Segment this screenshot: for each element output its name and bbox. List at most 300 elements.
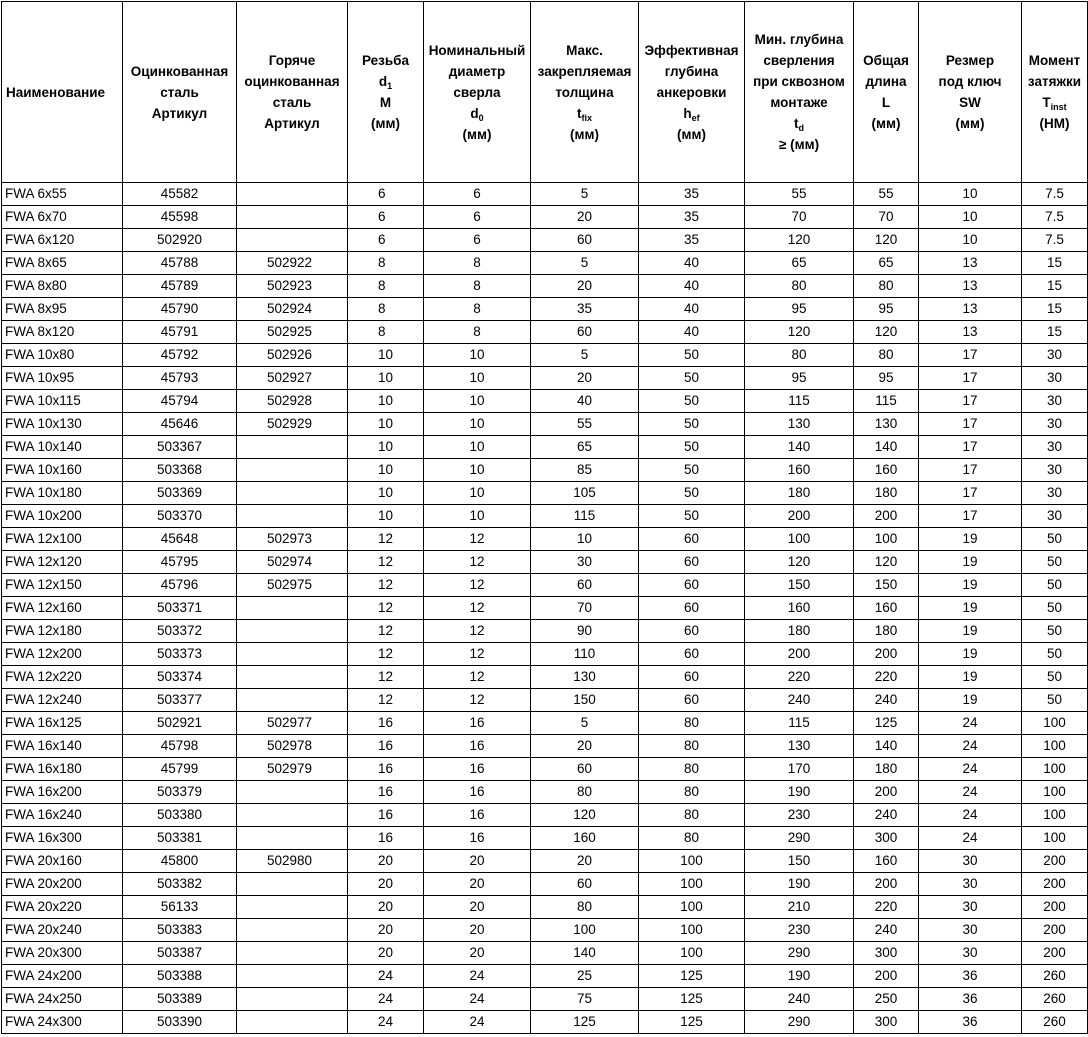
- cell-hot-dip-article: [237, 804, 348, 827]
- cell-min-drill-depth: 80: [745, 275, 854, 298]
- cell-total-length: 180: [854, 482, 919, 505]
- cell-thread: 16: [348, 781, 424, 804]
- cell-total-length: 220: [854, 896, 919, 919]
- table-row: [2, 781, 1088, 804]
- header-total-length: Общая длина L (мм): [854, 2, 919, 183]
- cell-wrench-size: 17: [919, 390, 1022, 413]
- cell-max-fixture-thickness: 125: [531, 1011, 639, 1034]
- cell-max-fixture-thickness: 60: [531, 758, 639, 781]
- cell-effective-depth: 60: [639, 620, 745, 643]
- cell-max-fixture-thickness: 80: [531, 896, 639, 919]
- cell-galvanized-article: 45798: [123, 735, 237, 758]
- cell-effective-depth: 50: [639, 436, 745, 459]
- cell-total-length: 200: [854, 781, 919, 804]
- cell-galvanized-article: 503382: [123, 873, 237, 896]
- cell-hot-dip-article: 502924: [237, 298, 348, 321]
- cell-thread: 20: [348, 873, 424, 896]
- cell-max-fixture-thickness: 105: [531, 482, 639, 505]
- cell-total-length: 220: [854, 666, 919, 689]
- cell-thread: 10: [348, 482, 424, 505]
- cell-effective-depth: 100: [639, 942, 745, 965]
- cell-name: FWA 16x180: [2, 758, 123, 781]
- cell-wrench-size: 19: [919, 528, 1022, 551]
- cell-hot-dip-article: [237, 459, 348, 482]
- table-row: [2, 873, 1088, 896]
- cell-wrench-size: 30: [919, 850, 1022, 873]
- cell-hot-dip-article: 502975: [237, 574, 348, 597]
- cell-name: FWA 8x95: [2, 298, 123, 321]
- table-row: [2, 620, 1088, 643]
- cell-max-fixture-thickness: 150: [531, 689, 639, 712]
- cell-hot-dip-article: [237, 183, 348, 206]
- table-row: [2, 735, 1088, 758]
- cell-thread: 16: [348, 758, 424, 781]
- cell-drill-diameter: 12: [424, 689, 531, 712]
- cell-max-fixture-thickness: 160: [531, 827, 639, 850]
- table-row: [2, 827, 1088, 850]
- cell-name: FWA 10x80: [2, 344, 123, 367]
- cell-torque: 260: [1022, 988, 1088, 1011]
- cell-effective-depth: 40: [639, 321, 745, 344]
- cell-drill-diameter: 6: [424, 183, 531, 206]
- cell-total-length: 150: [854, 574, 919, 597]
- cell-min-drill-depth: 55: [745, 183, 854, 206]
- cell-thread: 12: [348, 643, 424, 666]
- cell-name: FWA 6x70: [2, 206, 123, 229]
- table-row: [2, 275, 1088, 298]
- cell-galvanized-article: 503371: [123, 597, 237, 620]
- cell-wrench-size: 36: [919, 988, 1022, 1011]
- cell-wrench-size: 19: [919, 597, 1022, 620]
- cell-effective-depth: 35: [639, 206, 745, 229]
- cell-total-length: 240: [854, 919, 919, 942]
- cell-torque: 7.5: [1022, 229, 1088, 252]
- cell-torque: 30: [1022, 367, 1088, 390]
- cell-min-drill-depth: 180: [745, 620, 854, 643]
- cell-total-length: 200: [854, 505, 919, 528]
- cell-max-fixture-thickness: 70: [531, 597, 639, 620]
- cell-hot-dip-article: [237, 206, 348, 229]
- cell-min-drill-depth: 130: [745, 735, 854, 758]
- cell-name: FWA 12x180: [2, 620, 123, 643]
- cell-drill-diameter: 8: [424, 275, 531, 298]
- cell-wrench-size: 24: [919, 758, 1022, 781]
- cell-name: FWA 12x100: [2, 528, 123, 551]
- cell-hot-dip-article: [237, 689, 348, 712]
- cell-drill-diameter: 10: [424, 390, 531, 413]
- header-max-fixture-thickness: Макс. закрепляемая толщина $t_{fix}$ (мм): [531, 2, 639, 183]
- table-row: [2, 321, 1088, 344]
- cell-min-drill-depth: 220: [745, 666, 854, 689]
- header-name: Наименование: [2, 2, 123, 183]
- cell-galvanized-article: 45793: [123, 367, 237, 390]
- table-row: [2, 850, 1088, 873]
- header-row: [2, 2, 1088, 183]
- cell-galvanized-article: 45796: [123, 574, 237, 597]
- cell-wrench-size: 19: [919, 574, 1022, 597]
- cell-max-fixture-thickness: 90: [531, 620, 639, 643]
- cell-drill-diameter: 10: [424, 413, 531, 436]
- cell-max-fixture-thickness: 85: [531, 459, 639, 482]
- cell-wrench-size: 24: [919, 804, 1022, 827]
- cell-galvanized-article: 502921: [123, 712, 237, 735]
- cell-thread: 20: [348, 919, 424, 942]
- cell-max-fixture-thickness: 5: [531, 344, 639, 367]
- cell-thread: 10: [348, 390, 424, 413]
- header-min-drill-depth: Мин. глубина сверления при сквозном монтаже $t_d$ ≥ (мм): [745, 2, 854, 183]
- cell-drill-diameter: 12: [424, 666, 531, 689]
- cell-max-fixture-thickness: 10: [531, 528, 639, 551]
- table-row: [2, 689, 1088, 712]
- cell-hot-dip-article: [237, 436, 348, 459]
- table-row: [2, 436, 1088, 459]
- table-row: [2, 252, 1088, 275]
- cell-name: FWA 12x240: [2, 689, 123, 712]
- cell-thread: 12: [348, 597, 424, 620]
- cell-hot-dip-article: [237, 666, 348, 689]
- cell-torque: 30: [1022, 459, 1088, 482]
- cell-min-drill-depth: 150: [745, 574, 854, 597]
- cell-total-length: 300: [854, 827, 919, 850]
- cell-max-fixture-thickness: 20: [531, 367, 639, 390]
- cell-galvanized-article: 502920: [123, 229, 237, 252]
- cell-name: FWA 16x240: [2, 804, 123, 827]
- cell-min-drill-depth: 115: [745, 712, 854, 735]
- cell-galvanized-article: 503380: [123, 804, 237, 827]
- cell-drill-diameter: 16: [424, 804, 531, 827]
- cell-min-drill-depth: 130: [745, 413, 854, 436]
- cell-galvanized-article: 503377: [123, 689, 237, 712]
- cell-galvanized-article: 45792: [123, 344, 237, 367]
- cell-wrench-size: 24: [919, 712, 1022, 735]
- cell-name: FWA 10x180: [2, 482, 123, 505]
- cell-hot-dip-article: 502929: [237, 413, 348, 436]
- cell-hot-dip-article: [237, 827, 348, 850]
- cell-min-drill-depth: 120: [745, 229, 854, 252]
- cell-thread: 12: [348, 528, 424, 551]
- cell-min-drill-depth: 230: [745, 919, 854, 942]
- cell-drill-diameter: 8: [424, 321, 531, 344]
- cell-drill-diameter: 10: [424, 367, 531, 390]
- cell-max-fixture-thickness: 30: [531, 551, 639, 574]
- cell-total-length: 55: [854, 183, 919, 206]
- cell-hot-dip-article: 502922: [237, 252, 348, 275]
- cell-galvanized-article: 503387: [123, 942, 237, 965]
- cell-total-length: 160: [854, 597, 919, 620]
- cell-effective-depth: 60: [639, 597, 745, 620]
- cell-drill-diameter: 24: [424, 1011, 531, 1034]
- cell-thread: 16: [348, 712, 424, 735]
- cell-drill-diameter: 12: [424, 574, 531, 597]
- table-row: [2, 551, 1088, 574]
- cell-galvanized-article: 503379: [123, 781, 237, 804]
- table-row: [2, 896, 1088, 919]
- cell-min-drill-depth: 160: [745, 597, 854, 620]
- cell-total-length: 300: [854, 942, 919, 965]
- table-row: [2, 574, 1088, 597]
- cell-min-drill-depth: 100: [745, 528, 854, 551]
- cell-torque: 200: [1022, 919, 1088, 942]
- cell-hot-dip-article: 502925: [237, 321, 348, 344]
- cell-drill-diameter: 20: [424, 919, 531, 942]
- cell-total-length: 80: [854, 344, 919, 367]
- header-effective-depth: Эффективная глубина анкеровки $h_{ef}$ (мм): [639, 2, 745, 183]
- cell-drill-diameter: 12: [424, 597, 531, 620]
- cell-torque: 15: [1022, 298, 1088, 321]
- cell-total-length: 160: [854, 459, 919, 482]
- cell-effective-depth: 60: [639, 551, 745, 574]
- cell-name: FWA 8x65: [2, 252, 123, 275]
- cell-hot-dip-article: 502928: [237, 390, 348, 413]
- cell-wrench-size: 30: [919, 942, 1022, 965]
- cell-galvanized-article: 45790: [123, 298, 237, 321]
- cell-effective-depth: 80: [639, 781, 745, 804]
- cell-galvanized-article: 503369: [123, 482, 237, 505]
- cell-thread: 6: [348, 229, 424, 252]
- cell-thread: 12: [348, 620, 424, 643]
- cell-torque: 100: [1022, 804, 1088, 827]
- cell-thread: 10: [348, 436, 424, 459]
- cell-thread: 8: [348, 275, 424, 298]
- cell-wrench-size: 30: [919, 873, 1022, 896]
- cell-galvanized-article: 503374: [123, 666, 237, 689]
- table-row: [2, 804, 1088, 827]
- table-row: [2, 942, 1088, 965]
- cell-min-drill-depth: 210: [745, 896, 854, 919]
- cell-hot-dip-article: [237, 942, 348, 965]
- cell-torque: 200: [1022, 896, 1088, 919]
- cell-name: FWA 10x115: [2, 390, 123, 413]
- cell-max-fixture-thickness: 60: [531, 574, 639, 597]
- cell-hot-dip-article: 502973: [237, 528, 348, 551]
- cell-thread: 12: [348, 666, 424, 689]
- cell-galvanized-article: 503373: [123, 643, 237, 666]
- cell-hot-dip-article: [237, 873, 348, 896]
- cell-total-length: 80: [854, 275, 919, 298]
- cell-galvanized-article: 45648: [123, 528, 237, 551]
- cell-wrench-size: 10: [919, 206, 1022, 229]
- cell-min-drill-depth: 290: [745, 827, 854, 850]
- cell-torque: 260: [1022, 1011, 1088, 1034]
- cell-max-fixture-thickness: 20: [531, 206, 639, 229]
- cell-hot-dip-article: 502978: [237, 735, 348, 758]
- cell-thread: 24: [348, 1011, 424, 1034]
- cell-drill-diameter: 16: [424, 827, 531, 850]
- table-row: [2, 965, 1088, 988]
- cell-min-drill-depth: 240: [745, 988, 854, 1011]
- cell-hot-dip-article: 502923: [237, 275, 348, 298]
- cell-max-fixture-thickness: 60: [531, 321, 639, 344]
- cell-max-fixture-thickness: 60: [531, 229, 639, 252]
- cell-drill-diameter: 10: [424, 459, 531, 482]
- cell-total-length: 115: [854, 390, 919, 413]
- cell-drill-diameter: 16: [424, 758, 531, 781]
- cell-hot-dip-article: 502927: [237, 367, 348, 390]
- table-row: [2, 367, 1088, 390]
- cell-hot-dip-article: [237, 988, 348, 1011]
- cell-drill-diameter: 20: [424, 850, 531, 873]
- cell-effective-depth: 80: [639, 827, 745, 850]
- cell-thread: 12: [348, 551, 424, 574]
- cell-galvanized-article: 503372: [123, 620, 237, 643]
- cell-min-drill-depth: 290: [745, 942, 854, 965]
- cell-effective-depth: 50: [639, 505, 745, 528]
- cell-total-length: 120: [854, 229, 919, 252]
- cell-max-fixture-thickness: 60: [531, 873, 639, 896]
- cell-torque: 30: [1022, 413, 1088, 436]
- cell-drill-diameter: 20: [424, 873, 531, 896]
- cell-total-length: 70: [854, 206, 919, 229]
- cell-name: FWA 24x200: [2, 965, 123, 988]
- cell-drill-diameter: 24: [424, 988, 531, 1011]
- cell-wrench-size: 17: [919, 459, 1022, 482]
- cell-max-fixture-thickness: 20: [531, 275, 639, 298]
- cell-drill-diameter: 20: [424, 896, 531, 919]
- header-wrench-size: Резмер под ключ SW (мм): [919, 2, 1022, 183]
- cell-max-fixture-thickness: 120: [531, 804, 639, 827]
- header-galvanized-article: Оцинкованная сталь Артикул: [123, 2, 237, 183]
- table-row: [2, 666, 1088, 689]
- cell-wrench-size: 19: [919, 620, 1022, 643]
- cell-wrench-size: 17: [919, 505, 1022, 528]
- cell-thread: 6: [348, 183, 424, 206]
- cell-min-drill-depth: 70: [745, 206, 854, 229]
- cell-torque: 50: [1022, 620, 1088, 643]
- cell-total-length: 250: [854, 988, 919, 1011]
- table-header: [2, 2, 1088, 183]
- cell-effective-depth: 80: [639, 804, 745, 827]
- cell-galvanized-article: 45794: [123, 390, 237, 413]
- table-row: [2, 1011, 1088, 1034]
- cell-effective-depth: 50: [639, 459, 745, 482]
- cell-effective-depth: 125: [639, 988, 745, 1011]
- anchor-spec-table: [1, 1, 1088, 1034]
- cell-effective-depth: 100: [639, 873, 745, 896]
- cell-effective-depth: 35: [639, 229, 745, 252]
- cell-wrench-size: 36: [919, 965, 1022, 988]
- table-row: [2, 758, 1088, 781]
- cell-total-length: 160: [854, 850, 919, 873]
- table-row: [2, 597, 1088, 620]
- cell-min-drill-depth: 95: [745, 298, 854, 321]
- cell-effective-depth: 80: [639, 735, 745, 758]
- cell-effective-depth: 50: [639, 344, 745, 367]
- cell-galvanized-article: 45598: [123, 206, 237, 229]
- table-row: [2, 459, 1088, 482]
- cell-total-length: 120: [854, 551, 919, 574]
- cell-torque: 50: [1022, 689, 1088, 712]
- cell-name: FWA 6x120: [2, 229, 123, 252]
- header-drill-diameter: Номинальный диаметр сверла $d_0$ (мм): [424, 2, 531, 183]
- cell-torque: 100: [1022, 781, 1088, 804]
- cell-min-drill-depth: 200: [745, 505, 854, 528]
- cell-drill-diameter: 10: [424, 505, 531, 528]
- cell-torque: 15: [1022, 252, 1088, 275]
- cell-name: FWA 20x300: [2, 942, 123, 965]
- cell-name: FWA 10x95: [2, 367, 123, 390]
- cell-thread: 16: [348, 804, 424, 827]
- cell-thread: 24: [348, 988, 424, 1011]
- cell-name: FWA 12x120: [2, 551, 123, 574]
- cell-wrench-size: 17: [919, 482, 1022, 505]
- cell-effective-depth: 60: [639, 643, 745, 666]
- cell-galvanized-article: 503389: [123, 988, 237, 1011]
- cell-wrench-size: 17: [919, 344, 1022, 367]
- cell-min-drill-depth: 190: [745, 873, 854, 896]
- cell-max-fixture-thickness: 35: [531, 298, 639, 321]
- cell-drill-diameter: 10: [424, 344, 531, 367]
- cell-max-fixture-thickness: 140: [531, 942, 639, 965]
- table-row: [2, 344, 1088, 367]
- cell-wrench-size: 36: [919, 1011, 1022, 1034]
- cell-drill-diameter: 16: [424, 712, 531, 735]
- cell-hot-dip-article: [237, 597, 348, 620]
- cell-wrench-size: 30: [919, 896, 1022, 919]
- cell-min-drill-depth: 180: [745, 482, 854, 505]
- cell-torque: 100: [1022, 712, 1088, 735]
- cell-thread: 8: [348, 321, 424, 344]
- cell-name: FWA 24x250: [2, 988, 123, 1011]
- table-row: [2, 482, 1088, 505]
- cell-thread: 10: [348, 344, 424, 367]
- cell-max-fixture-thickness: 25: [531, 965, 639, 988]
- cell-wrench-size: 24: [919, 827, 1022, 850]
- cell-hot-dip-article: [237, 919, 348, 942]
- cell-galvanized-article: 45788: [123, 252, 237, 275]
- cell-total-length: 240: [854, 689, 919, 712]
- cell-torque: 50: [1022, 597, 1088, 620]
- cell-name: FWA 10x160: [2, 459, 123, 482]
- cell-hot-dip-article: 502980: [237, 850, 348, 873]
- cell-wrench-size: 19: [919, 551, 1022, 574]
- table-row: [2, 528, 1088, 551]
- cell-name: FWA 10x140: [2, 436, 123, 459]
- cell-hot-dip-article: [237, 781, 348, 804]
- cell-max-fixture-thickness: 20: [531, 735, 639, 758]
- cell-hot-dip-article: [237, 229, 348, 252]
- table-row: [2, 206, 1088, 229]
- cell-torque: 30: [1022, 505, 1088, 528]
- cell-hot-dip-article: [237, 965, 348, 988]
- cell-galvanized-article: 503381: [123, 827, 237, 850]
- cell-galvanized-article: 45799: [123, 758, 237, 781]
- cell-min-drill-depth: 190: [745, 781, 854, 804]
- cell-effective-depth: 100: [639, 919, 745, 942]
- cell-min-drill-depth: 80: [745, 344, 854, 367]
- cell-name: FWA 12x200: [2, 643, 123, 666]
- cell-drill-diameter: 6: [424, 206, 531, 229]
- cell-torque: 200: [1022, 942, 1088, 965]
- table-row: [2, 505, 1088, 528]
- cell-total-length: 100: [854, 528, 919, 551]
- cell-thread: 6: [348, 206, 424, 229]
- cell-galvanized-article: 503390: [123, 1011, 237, 1034]
- header-hot-dip-article: Горяче оцинкованная сталь Артикул: [237, 2, 348, 183]
- cell-torque: 50: [1022, 528, 1088, 551]
- cell-name: FWA 12x220: [2, 666, 123, 689]
- cell-torque: 50: [1022, 666, 1088, 689]
- cell-wrench-size: 19: [919, 643, 1022, 666]
- cell-torque: 100: [1022, 758, 1088, 781]
- cell-effective-depth: 80: [639, 712, 745, 735]
- cell-name: FWA 12x160: [2, 597, 123, 620]
- cell-wrench-size: 17: [919, 413, 1022, 436]
- cell-torque: 100: [1022, 735, 1088, 758]
- cell-min-drill-depth: 120: [745, 321, 854, 344]
- cell-effective-depth: 35: [639, 183, 745, 206]
- cell-min-drill-depth: 150: [745, 850, 854, 873]
- cell-torque: 7.5: [1022, 183, 1088, 206]
